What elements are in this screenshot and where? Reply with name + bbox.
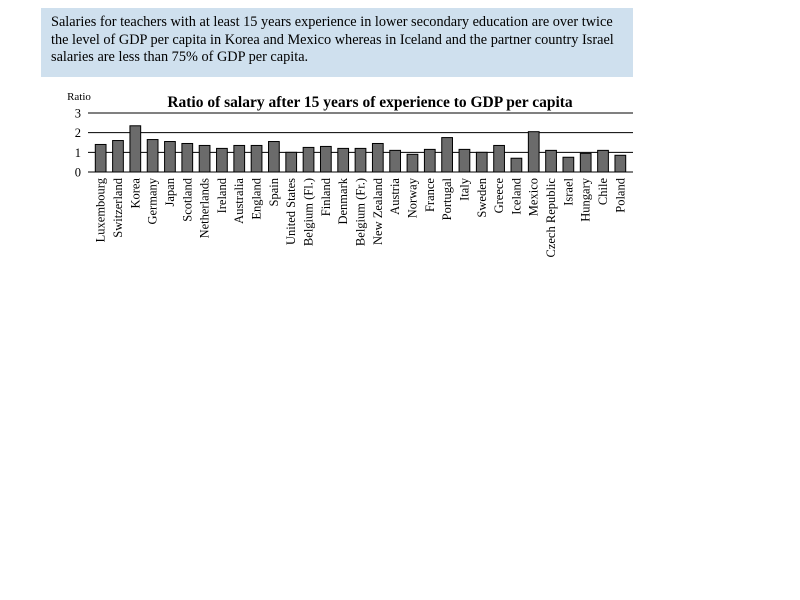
- bar: [355, 148, 366, 172]
- x-tick-label: Austria: [388, 178, 403, 215]
- bar: [338, 148, 349, 172]
- bar: [286, 152, 297, 172]
- x-tick-label: France: [422, 178, 437, 213]
- bar: [251, 145, 262, 172]
- x-tick-label: Finland: [318, 178, 333, 217]
- bar: [390, 150, 401, 172]
- x-tick-label: United States: [284, 178, 299, 246]
- x-tick-label: Scotland: [180, 178, 195, 222]
- x-tick-label: Denmark: [336, 178, 351, 225]
- y-tick-label: 0: [74, 165, 81, 180]
- bar: [234, 145, 245, 172]
- bar: [372, 143, 383, 172]
- bar: [407, 154, 418, 172]
- y-axis-label: Ratio: [67, 91, 91, 103]
- bar: [147, 140, 158, 172]
- x-tick-label: Australia: [232, 178, 247, 224]
- y-tick-label: 1: [74, 145, 81, 160]
- bar: [424, 149, 435, 172]
- bar: [494, 145, 505, 172]
- x-tick-label: Iceland: [509, 178, 524, 215]
- x-tick-label: New Zealand: [370, 178, 385, 245]
- x-tick-label: Hungary: [578, 178, 593, 222]
- x-tick-label: Japan: [162, 178, 177, 207]
- x-tick-label: Czech Republic: [544, 178, 559, 258]
- x-tick-label: Korea: [128, 178, 143, 209]
- x-tick-label: Belgium (Fl.): [301, 178, 316, 247]
- bar: [598, 150, 609, 172]
- x-tick-label: Belgium (Fr.): [353, 178, 368, 247]
- bar: [182, 143, 193, 172]
- x-tick-label: Ireland: [214, 178, 229, 214]
- x-tick-label: Switzerland: [110, 178, 125, 238]
- bar: [113, 141, 124, 172]
- chart-title: Ratio of salary after 15 years of experience to GDP per capita: [167, 94, 573, 111]
- y-tick-label: 2: [74, 126, 81, 141]
- x-tick-label: Portugal: [440, 178, 455, 221]
- callout-text: Salaries for teachers with at least 15 years experience in lower secondary education are over twice the level of GDP per capita in Korea and Mexico whereas in Iceland and the partner country Israel salaries are less than 75% of GDP per capita.: [51, 14, 614, 65]
- bar: [580, 153, 591, 172]
- bar: [442, 138, 453, 172]
- bar: [320, 146, 331, 172]
- bar: [269, 142, 280, 172]
- bar: [511, 158, 522, 172]
- x-tick-label: Norway: [405, 178, 420, 219]
- bar: [476, 152, 487, 172]
- bar: [528, 132, 539, 172]
- x-tick-label: Chile: [596, 178, 611, 206]
- bar: [199, 145, 210, 172]
- tick-layer: [75, 107, 628, 258]
- x-tick-label: Germany: [145, 178, 160, 225]
- bar: [459, 149, 470, 172]
- x-tick-label: Italy: [457, 178, 472, 201]
- bar: [95, 144, 106, 172]
- bar: [615, 155, 626, 172]
- x-tick-label: Mexico: [526, 178, 541, 217]
- x-tick-label: England: [249, 178, 264, 220]
- x-tick-label: Poland: [613, 178, 628, 213]
- bar: [546, 150, 557, 172]
- x-tick-label: Greece: [492, 178, 507, 214]
- x-tick-label: Netherlands: [197, 178, 212, 239]
- bar: [303, 147, 314, 172]
- bar: [217, 148, 228, 172]
- x-tick-label: Sweden: [474, 178, 489, 218]
- bar: [563, 157, 574, 172]
- bar: [130, 126, 141, 172]
- x-tick-label: Luxembourg: [93, 178, 108, 243]
- x-tick-label: Spain: [266, 178, 281, 207]
- y-tick-label: 3: [74, 106, 81, 121]
- bar: [165, 142, 176, 172]
- x-tick-label: Israel: [561, 178, 576, 206]
